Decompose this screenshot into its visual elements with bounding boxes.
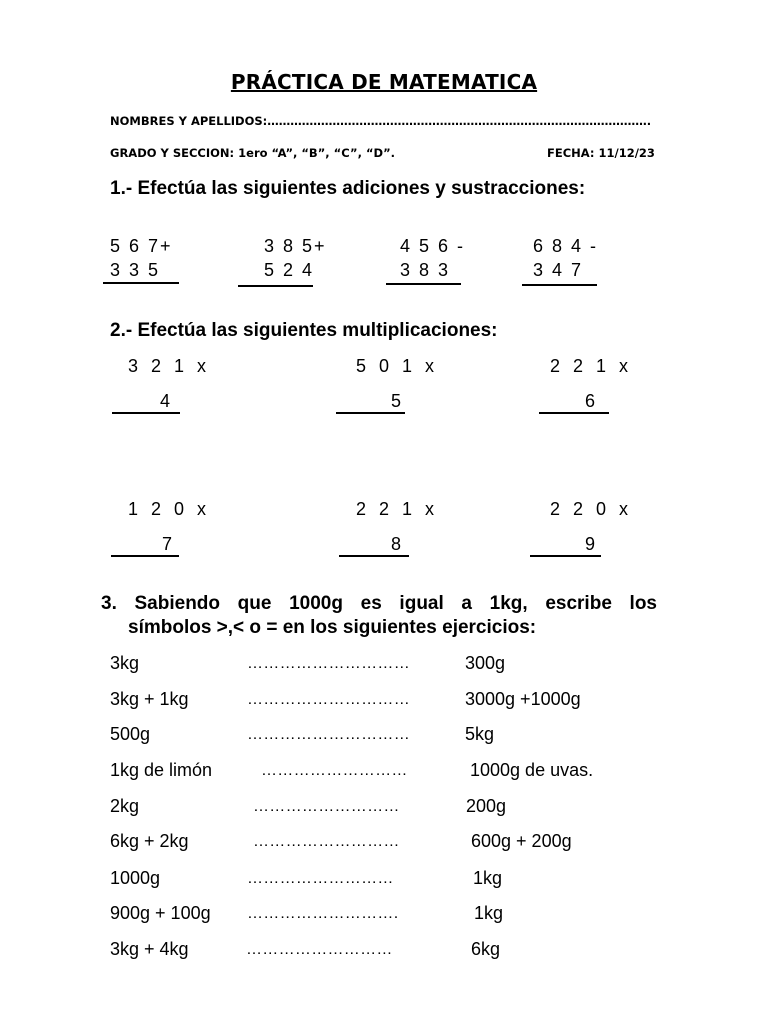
problem-top-number: 3 2 1 x xyxy=(128,356,211,376)
section1-heading: 1.- Efectúa las siguientes adiciones y sustracciones: xyxy=(110,178,586,199)
problem-top-number: 5 0 1 x xyxy=(356,356,439,376)
comparison-right: 1kg xyxy=(473,868,503,888)
comparison-left: 1000g xyxy=(110,868,161,888)
comparison-left: 1kg de limón xyxy=(110,760,213,780)
comparison-left: 3kg + 1kg xyxy=(110,689,189,709)
comparison-left: 900g + 100g xyxy=(110,903,211,923)
answer-line xyxy=(522,284,597,286)
date-label: FECHA: 11/12/23 xyxy=(547,146,655,160)
problem-top-number: 2 2 0 x xyxy=(550,499,633,519)
problem-bottom-number: 3 8 3 xyxy=(400,260,451,280)
problem-bottom-number: 3 3 5 xyxy=(110,260,161,280)
comparison-left: 2kg xyxy=(110,796,140,816)
problem-multiplier: 6 xyxy=(585,391,596,411)
comparison-blank: ……………………… xyxy=(253,798,400,815)
comparison-right: 200g xyxy=(466,796,507,816)
answer-line xyxy=(539,412,609,414)
answer-line xyxy=(386,283,461,285)
comparison-blank: ……………………… xyxy=(261,762,408,779)
comparison-right: 1000g de uvas. xyxy=(470,760,594,780)
problem-top-number: 1 2 0 x xyxy=(128,499,211,519)
comparison-right: 5kg xyxy=(465,724,495,744)
problem-multiplier: 4 xyxy=(160,391,171,411)
comparison-blank: ………………………… xyxy=(247,726,410,743)
names-field-label: NOMBRES Y APELLIDOS:………………………………………………………………………………………. xyxy=(110,114,652,128)
page-title: PRÁCTICA DE MATEMATICA xyxy=(230,70,538,94)
comparison-left: 500g xyxy=(110,724,151,744)
section2-heading: 2.- Efectúa las siguientes multiplicaciones: xyxy=(110,320,498,341)
comparison-blank: ……………………… xyxy=(253,833,400,850)
answer-line xyxy=(103,282,179,284)
problem-top-number: 4 5 6 - xyxy=(400,236,466,256)
problem-top-number: 6 8 4 - xyxy=(533,236,599,256)
comparison-right: 6kg xyxy=(471,939,501,959)
comparison-right: 1kg xyxy=(474,903,504,923)
problem-multiplier: 9 xyxy=(585,534,596,554)
answer-line xyxy=(112,412,180,414)
answer-line xyxy=(111,555,179,557)
problem-top-number: 3 8 5+ xyxy=(264,236,327,256)
problem-bottom-number: 5 2 4 xyxy=(264,260,315,280)
problem-top-number: 2 2 1 x xyxy=(356,499,439,519)
comparison-right: 3000g +1000g xyxy=(465,689,581,709)
comparison-left: 3kg xyxy=(110,653,140,673)
section3-heading-line2: símbolos >,< o = en los siguientes ejercicios: xyxy=(128,617,537,638)
problem-multiplier: 8 xyxy=(391,534,402,554)
comparison-left: 3kg + 4kg xyxy=(110,939,189,959)
comparison-right: 600g + 200g xyxy=(471,831,572,851)
problem-bottom-number: 3 4 7 xyxy=(533,260,584,280)
answer-line xyxy=(530,555,601,557)
grade-section-label: GRADO Y SECCION: 1ero “A”, “B”, “C”, “D”. xyxy=(110,146,396,160)
comparison-blank: ………………………… xyxy=(247,655,410,672)
comparison-blank: ………………………… xyxy=(247,691,410,708)
answer-line xyxy=(336,412,405,414)
answer-line xyxy=(339,555,409,557)
comparison-blank: ……………………… xyxy=(247,870,394,887)
problem-top-number: 5 6 7+ xyxy=(110,236,173,256)
section3-heading-line1: 3. Sabiendo que 1000g es igual a 1kg, escribe los xyxy=(101,593,657,614)
problem-multiplier: 5 xyxy=(391,391,402,411)
comparison-blank: ……………………… xyxy=(246,941,393,958)
comparison-left: 6kg + 2kg xyxy=(110,831,189,851)
comparison-right: 300g xyxy=(465,653,506,673)
answer-line xyxy=(238,285,313,287)
problem-multiplier: 7 xyxy=(162,534,173,554)
comparison-blank: ………………………. xyxy=(247,905,399,922)
problem-top-number: 2 2 1 x xyxy=(550,356,633,376)
